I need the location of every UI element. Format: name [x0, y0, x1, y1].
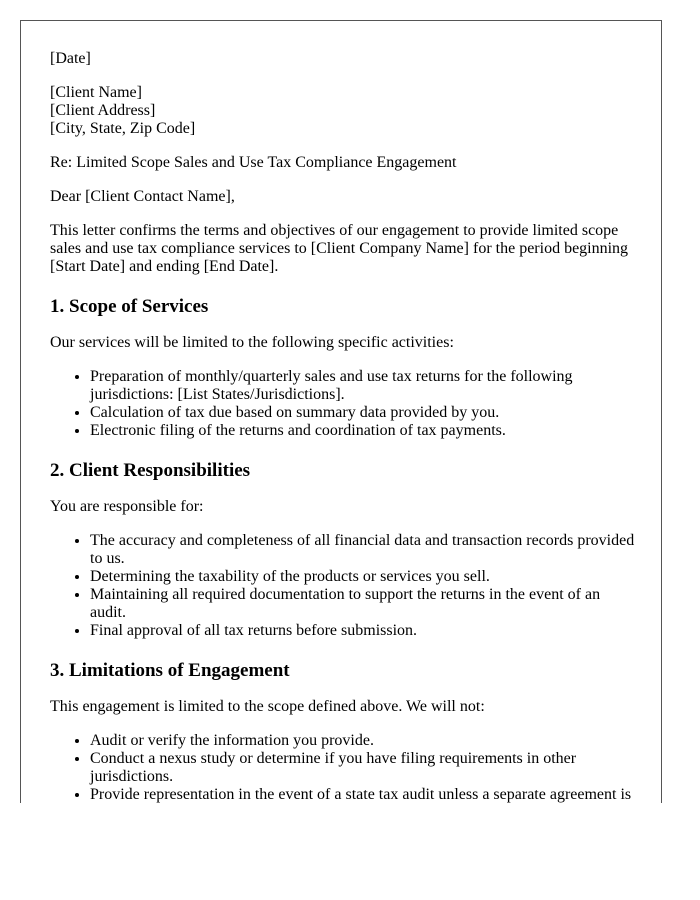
list-item: • Determining the taxability of the products or services you sell.: [90, 568, 640, 586]
list-item: • Maintaining all required documentation to support the returns in the event of an audit.: [90, 586, 640, 622]
salutation: Dear [Client Contact Name],: [50, 188, 235, 205]
client-address-block: [50, 84, 640, 138]
list-item: • The accuracy and completeness of all financial data and transaction records provided to us.: [90, 532, 640, 568]
list-item: • Conduct a nexus study or determine if you have filing requirements in other jurisdictions.: [90, 750, 640, 786]
letter-date: [Date]: [50, 50, 91, 67]
list-item: • Provide representation in the event of a state tax audit unless a separate agreement is: [90, 786, 640, 803]
subject-line: Re: Limited Scope Sales and Use Tax Compliance Engagement: [50, 154, 457, 171]
section-intro-responsibilities: You are responsible for:: [50, 498, 204, 515]
section-intro-limitations: This engagement is limited to the scope defined above. We will not:: [50, 698, 485, 715]
client-name-line: [Client Name]: [50, 84, 142, 101]
scope-list: [50, 368, 640, 440]
section-heading-limitations: 3. Limitations of Engagement: [50, 660, 290, 681]
responsibilities-list: [50, 532, 640, 640]
list-item: • Final approval of all tax returns before submission.: [90, 622, 640, 640]
section-heading-responsibilities: 2. Client Responsibilities: [50, 460, 251, 481]
list-item: • Electronic filing of the returns and coordination of tax payments.: [90, 422, 640, 440]
client-city-state-zip-line: [City, State, Zip Code]: [50, 120, 196, 137]
list-item: • Preparation of monthly/quarterly sales and use tax returns for the following jurisdictions: [List States/Jurisdictions].: [90, 368, 640, 404]
limitations-list: [50, 732, 640, 803]
client-address-line: [Client Address]: [50, 102, 156, 119]
intro-paragraph: This letter confirms the terms and objectives of our engagement to provide limited scope sales and use tax compliance services to [Client Company Name] for the period beginning [Start Date] and ending [End Date].: [50, 222, 629, 275]
list-item: • Calculation of tax due based on summary data provided by you.: [90, 404, 640, 422]
letter-page: [20, 20, 662, 803]
list-item: • Audit or verify the information you provide.: [90, 732, 640, 750]
section-intro-scope: Our services will be limited to the following specific activities:: [50, 334, 454, 351]
letter-body: [50, 50, 640, 803]
section-heading-scope: 1. Scope of Services: [50, 296, 209, 317]
